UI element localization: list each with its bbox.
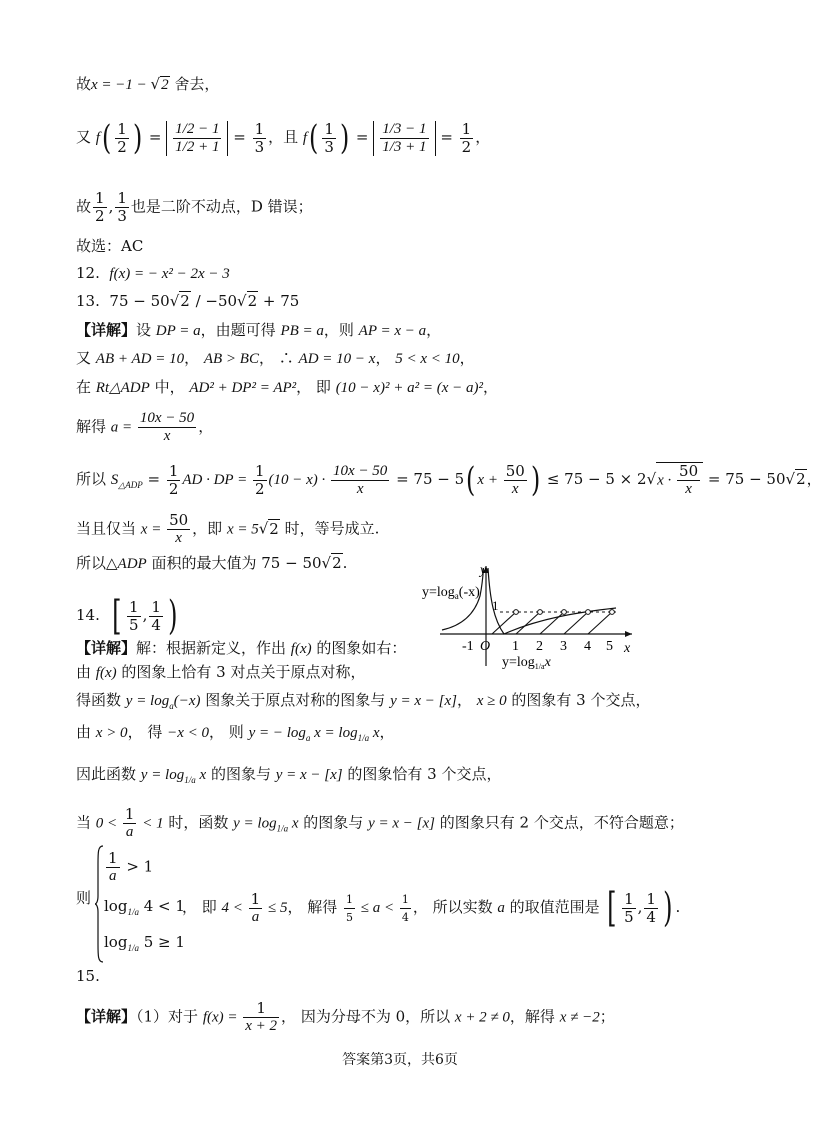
text: 得函数 (76, 691, 126, 709)
text: ， (482, 378, 498, 396)
open-point (514, 610, 519, 615)
text: 时，等号成立. (279, 519, 380, 538)
sawtooth-seg-4 (588, 612, 612, 634)
detail-tag: 【详解】 (76, 321, 137, 339)
text: , (637, 898, 643, 916)
sqrt-value: 2 (161, 77, 169, 93)
text: ， 即 (182, 898, 222, 916)
equation: PB = a (280, 323, 324, 339)
equation: x (195, 767, 207, 783)
text: ，则 (323, 321, 359, 339)
text: ， ∴ (258, 349, 299, 367)
line-13-detail-4 (76, 410, 213, 445)
text: ， 解得 (287, 898, 342, 916)
text: 当 (76, 813, 96, 832)
tick-neg1: -1 (462, 639, 474, 654)
subscript: 1/a (184, 775, 196, 785)
frac-num: 10x − 50 (139, 410, 195, 426)
text: 又 (76, 128, 92, 146)
text: 的图象上恰有 3 对点关于原点对称， (116, 663, 366, 681)
equation: (10 − x) · (268, 472, 330, 488)
line-14-detail-5 (76, 764, 501, 790)
equation: > 1 (121, 857, 154, 876)
equation: x (288, 815, 299, 832)
frac-num: 1 (461, 119, 472, 138)
line-14-detail-7: ， 即 4 < $\frac{1}{a}$ ≤ 5， 解得 $\frac{1}{5}$ ≤ a < $\frac{1}{4}$ ， 所以实数 a 的取值范围是 [ $\frac{1}{5}$ , $\frac{1}{4}$ ) . (182, 885, 681, 931)
equation: AB + AD = 10 (95, 351, 185, 367)
sqrt-value: 2 (247, 292, 258, 310)
line-14-detail-2 (76, 662, 365, 683)
frac-num: 1 (129, 597, 139, 616)
frac-den: a (125, 824, 134, 840)
question-number: 12. (76, 264, 100, 282)
text: ，即 (192, 519, 227, 538)
frac-num: 10x − 50 (333, 462, 388, 479)
system-row-1 (104, 850, 153, 885)
text: 解：根据新定义，作出 (136, 639, 291, 657)
detail-tag: 【详解】 (76, 639, 137, 657)
equation: x = (140, 521, 166, 538)
subscript: 1/a (127, 943, 139, 953)
equation: 75 − 50 (261, 554, 322, 572)
y-axis-label: y (480, 563, 487, 578)
tick-x-5: 5 (606, 639, 613, 654)
frac-den: 2 (254, 479, 265, 498)
frac-num: 1/2 − 1 (175, 120, 220, 137)
frac-den: a (109, 868, 117, 884)
frac-den: a (251, 908, 260, 925)
equation: DP = a (155, 323, 201, 339)
equation: x ≠ −2 (559, 1009, 600, 1026)
frac-den: 3 (324, 137, 334, 156)
line-discard: 故x = −1 − √2 舍去， (76, 75, 220, 93)
frac-num: 1 (624, 889, 634, 908)
equation: −x < 0 (167, 725, 210, 741)
frac-num: 50 (679, 461, 699, 480)
text: ， (806, 470, 822, 488)
func-name: f (95, 130, 100, 146)
frac-den: x (511, 480, 519, 497)
open-point (538, 610, 543, 615)
text: ， 则 (209, 723, 249, 741)
tick-x-4: 4 (584, 639, 591, 654)
equation: AB > BC (203, 351, 259, 367)
text: 面积的最大值为 (146, 554, 262, 572)
open-point (562, 610, 567, 615)
tick-x-2: 2 (536, 639, 543, 654)
equation: ≤ 75 − 5 × 2 (542, 470, 647, 488)
line-15-detail-1 (76, 1000, 615, 1035)
equation: x = 5 (226, 521, 259, 538)
equation: y = x − [x] (275, 767, 343, 783)
frac-den: 5 (129, 615, 139, 634)
area-symbol: S (110, 472, 119, 488)
origin-label: O (480, 639, 491, 654)
text: , (108, 197, 114, 216)
text: ， 因为分母不为 0，所以 (281, 1007, 455, 1026)
text: 所以△ (76, 554, 118, 572)
frac-den: 3 (254, 137, 265, 156)
text: 故 (76, 75, 92, 93)
text: . (342, 554, 348, 572)
equation: y = log (140, 767, 185, 783)
line-13-detail-3 (76, 377, 498, 398)
frac-den: x + 2 (245, 1018, 278, 1034)
function-graph (420, 560, 635, 670)
frac-den: 1/3 + 1 (382, 138, 427, 155)
equation: x ≥ 0 (476, 693, 507, 709)
text: 的图象如右： (311, 639, 407, 657)
text: （1）对于 (136, 1007, 203, 1026)
frac-num: 1 (254, 461, 265, 480)
text: ，且 (268, 128, 299, 146)
equation: < 1 (138, 815, 164, 832)
equation: y = − log (248, 725, 306, 741)
subscript: 1/a (127, 907, 139, 917)
equation: (10 − x)² + a² = (x − a)² (335, 380, 483, 396)
open-point (610, 610, 615, 615)
abs-expr-1 (166, 121, 228, 156)
tick-x-3: 3 (560, 639, 567, 654)
tick-y-1: 1 (492, 598, 499, 613)
frac-num: 1 (124, 805, 135, 823)
text: 的图象只有 2 个交点，不符合题意； (434, 813, 684, 832)
frac-den: 1/2 + 1 (175, 138, 220, 155)
text: ， (379, 723, 395, 741)
line-fixed-points (76, 190, 313, 225)
sqrt-value: 2 (269, 519, 279, 538)
frac-num: 1 (646, 889, 656, 908)
subscript: a (169, 701, 174, 711)
line-f-values: 又 f( $\frac{1}{2}$ ) = $\frac{1/2 - 1}{1/2 + 1}$ = $\frac{1}{3}$ ，且 f( $\frac{1}{3}$ ) = $\frac{1/3 - 1}{1/3 + 1}$ = $\frac{1}{2}$ ， (76, 118, 491, 158)
sawtooth-seg-2 (540, 612, 564, 634)
text: ， (459, 349, 475, 367)
text: 的图象有 3 个交点， (506, 691, 651, 709)
equation: y = x − [x] (390, 693, 457, 709)
equation: y = x − [x] (368, 815, 435, 832)
text: ， 即 (296, 378, 336, 396)
line-q14: 14. [ $\frac{1}{5}$ , $\frac{1}{4}$ ) (76, 593, 178, 639)
equation: ≤ 5 (264, 900, 288, 916)
text: 设 (136, 321, 156, 339)
text: 时，函数 (163, 813, 234, 832)
text: . (675, 898, 681, 916)
equation: ≤ a < (357, 900, 398, 916)
equation: 4 < (221, 900, 247, 916)
equation: 0 < (95, 815, 121, 832)
equation: x (369, 725, 380, 741)
equation: 5 < x < 10 (395, 351, 460, 367)
subscript: a (305, 733, 311, 743)
equation: x + (477, 472, 502, 488)
frac-den: x (685, 480, 692, 497)
frac-num: 1 (151, 597, 161, 616)
text: ，由题可得 (200, 321, 281, 339)
text: ； (599, 1007, 615, 1026)
equation: y = log (125, 693, 170, 709)
frac-num: 1 (117, 189, 127, 207)
line-answer: 故选：AC (76, 237, 144, 255)
frac-num: 1 (324, 119, 334, 138)
subscript: 1/a (276, 823, 289, 834)
equation: AD = 10 − x (298, 351, 376, 367)
sawtooth-seg-1 (516, 612, 540, 634)
equation: log (104, 897, 128, 915)
text: ，解得 (509, 1007, 560, 1026)
line-14-detail-1 (76, 638, 406, 659)
text: 也是二阶不动点，D 错误； (130, 197, 313, 216)
frac-den: 4 (401, 910, 409, 924)
frac-den: x (175, 530, 182, 546)
text: ， (475, 128, 491, 146)
equation: = 75 − 50 (703, 470, 786, 488)
frac-num: 1 (168, 461, 179, 480)
system-row-2 (104, 896, 185, 922)
label-log-a-neg-x: $y=\log_a(-x)$ (422, 585, 480, 601)
frac-den: 2 (168, 479, 179, 498)
subscript: 1/a (357, 733, 370, 743)
equation: x > 0 (95, 725, 128, 741)
frac-den: 2 (461, 137, 472, 156)
text: ， (198, 417, 214, 436)
x-axis-label: x (624, 641, 631, 656)
frac-den: x (163, 428, 171, 444)
func-name: f (302, 130, 308, 146)
frac-den: x (356, 480, 364, 497)
x-arrow-icon (625, 631, 632, 637)
text: 在 (76, 378, 96, 396)
frac-num: 1/3 − 1 (382, 120, 427, 137)
text: 的图象与 (206, 765, 276, 783)
equation: x · (657, 472, 676, 488)
equation: AD² + DP² = AP² (189, 380, 297, 396)
frac-num: 1 (344, 891, 355, 909)
text: 所以 (76, 470, 111, 488)
text: 由 (76, 663, 96, 681)
open-point (586, 610, 591, 615)
frac-num: 1 (250, 889, 261, 908)
equation: a = (110, 419, 136, 436)
equation: ADP (117, 556, 147, 572)
line-13-detail-7: 所以△ADP 面积的最大值为 75 − 50√2. (76, 554, 348, 572)
text: 舍去， (169, 75, 220, 93)
equation: x = −1 − (91, 77, 151, 93)
text: ， (184, 349, 204, 367)
text: = (142, 470, 165, 488)
line-13-detail-2 (76, 348, 475, 369)
equation: 5 ≥ 1 (138, 933, 185, 951)
line-q12 (76, 263, 230, 284)
frac-num: 1 (108, 849, 118, 867)
equation: x = log (310, 725, 358, 741)
frac-num: 50 (169, 511, 189, 529)
text: 当且仅当 (76, 519, 141, 538)
equation: f(x) (290, 641, 312, 657)
frac-den: 3 (117, 207, 127, 225)
detail-tag: 【详解】 (76, 1007, 137, 1026)
page-footer: 答案第3页，共6页 (342, 1052, 458, 1068)
text: / (190, 292, 206, 310)
line-13-detail-5: 所以 $S_{\triangle ADP}$ = $\frac{1}{2}$ AD · DP = $\frac{1}{2}$ (10 − x) · $\frac{10x - 50}{x}$ = 75 − 5( x + $\frac{50}{x}$ ) ≤ 75 − 5 × 2√x · $\frac{50}{x}$ = 75 − 50√2， (76, 460, 822, 500)
equation: AD · DP = (182, 472, 251, 488)
line-14-detail-6 (76, 806, 684, 841)
tick-x-1: 1 (512, 639, 519, 654)
frac-num: 1 (243, 1000, 279, 1018)
text: 故 (76, 197, 92, 216)
text: 因此函数 (76, 765, 141, 783)
text: ， (456, 691, 477, 709)
text: 的图象与 (298, 813, 369, 832)
frac-den: 2 (117, 137, 127, 156)
equation: (−x) (173, 693, 201, 709)
equation: x + 2 ≠ 0 (454, 1009, 510, 1026)
equation: a (497, 900, 505, 916)
text: 又 (76, 349, 96, 367)
equation: log (104, 933, 128, 951)
text: ， (426, 321, 442, 339)
sqrt-value: 2 (332, 554, 342, 572)
line-13-detail-1 (76, 320, 441, 341)
equation: f(x) (95, 665, 117, 681)
abs-expr-2 (373, 121, 435, 156)
frac-num: 1 (117, 119, 127, 138)
line-q13: 13. 75 − 50√2 / −50√2 + 75 (76, 292, 300, 310)
frac-num: 50 (505, 461, 525, 480)
frac-num: 1 (400, 891, 411, 909)
label-log-inv-a: $y=\log_{1/a}x$ (502, 655, 551, 671)
text: 中， (149, 378, 190, 396)
line-14-then: 则 (76, 889, 92, 907)
expr: + 75 (258, 292, 300, 310)
text: ， 所以实数 (412, 898, 498, 916)
expr: 75 − 50 (109, 292, 170, 310)
text: 的取值范围是 (504, 898, 605, 916)
system-brace (94, 844, 104, 964)
equation: Rt△ADP (95, 380, 150, 396)
sqrt-value: 2 (796, 470, 806, 488)
curve-log-inv-a (488, 568, 616, 634)
frac-num: 1 (254, 119, 265, 138)
question-number: 14. (76, 606, 100, 624)
text: 图象关于原点对称的图象与 (200, 691, 391, 709)
text: 解得 (76, 417, 111, 436)
text: 的图象恰有 3 个交点， (342, 765, 502, 783)
subscript: △ADP (118, 480, 143, 490)
text: 由 (76, 723, 96, 741)
equation: AP = x − a (358, 323, 427, 339)
question-number: 13. (76, 292, 100, 310)
equation: y = log (233, 815, 277, 832)
system-row-3 (104, 932, 185, 958)
frac-num: 1 (95, 189, 105, 207)
equation: f(x) = − x² − 2x − 3 (109, 266, 230, 282)
equation: 4 < 1 (138, 897, 185, 915)
expr: −50 (205, 292, 238, 310)
text: ， (375, 349, 396, 367)
sqrt-value: 2 (180, 292, 190, 310)
equation: = 75 − 5 (391, 470, 465, 488)
frac-den: 2 (95, 207, 105, 225)
line-14-detail-4 (76, 722, 395, 748)
frac-den: 4 (151, 615, 161, 634)
text: ， 得 (127, 723, 168, 741)
line-13-detail-6: 当且仅当 x = $\frac{50}{x}$ ，即 x = 5√2 时，等号成立. (76, 511, 380, 546)
frac-den: 4 (646, 907, 656, 926)
frac-den: 5 (624, 907, 634, 926)
line-q15: 15. (76, 967, 100, 985)
line-14-detail-3 (76, 690, 651, 716)
equation: f(x) = (202, 1009, 242, 1026)
frac-den: 5 (346, 910, 353, 924)
